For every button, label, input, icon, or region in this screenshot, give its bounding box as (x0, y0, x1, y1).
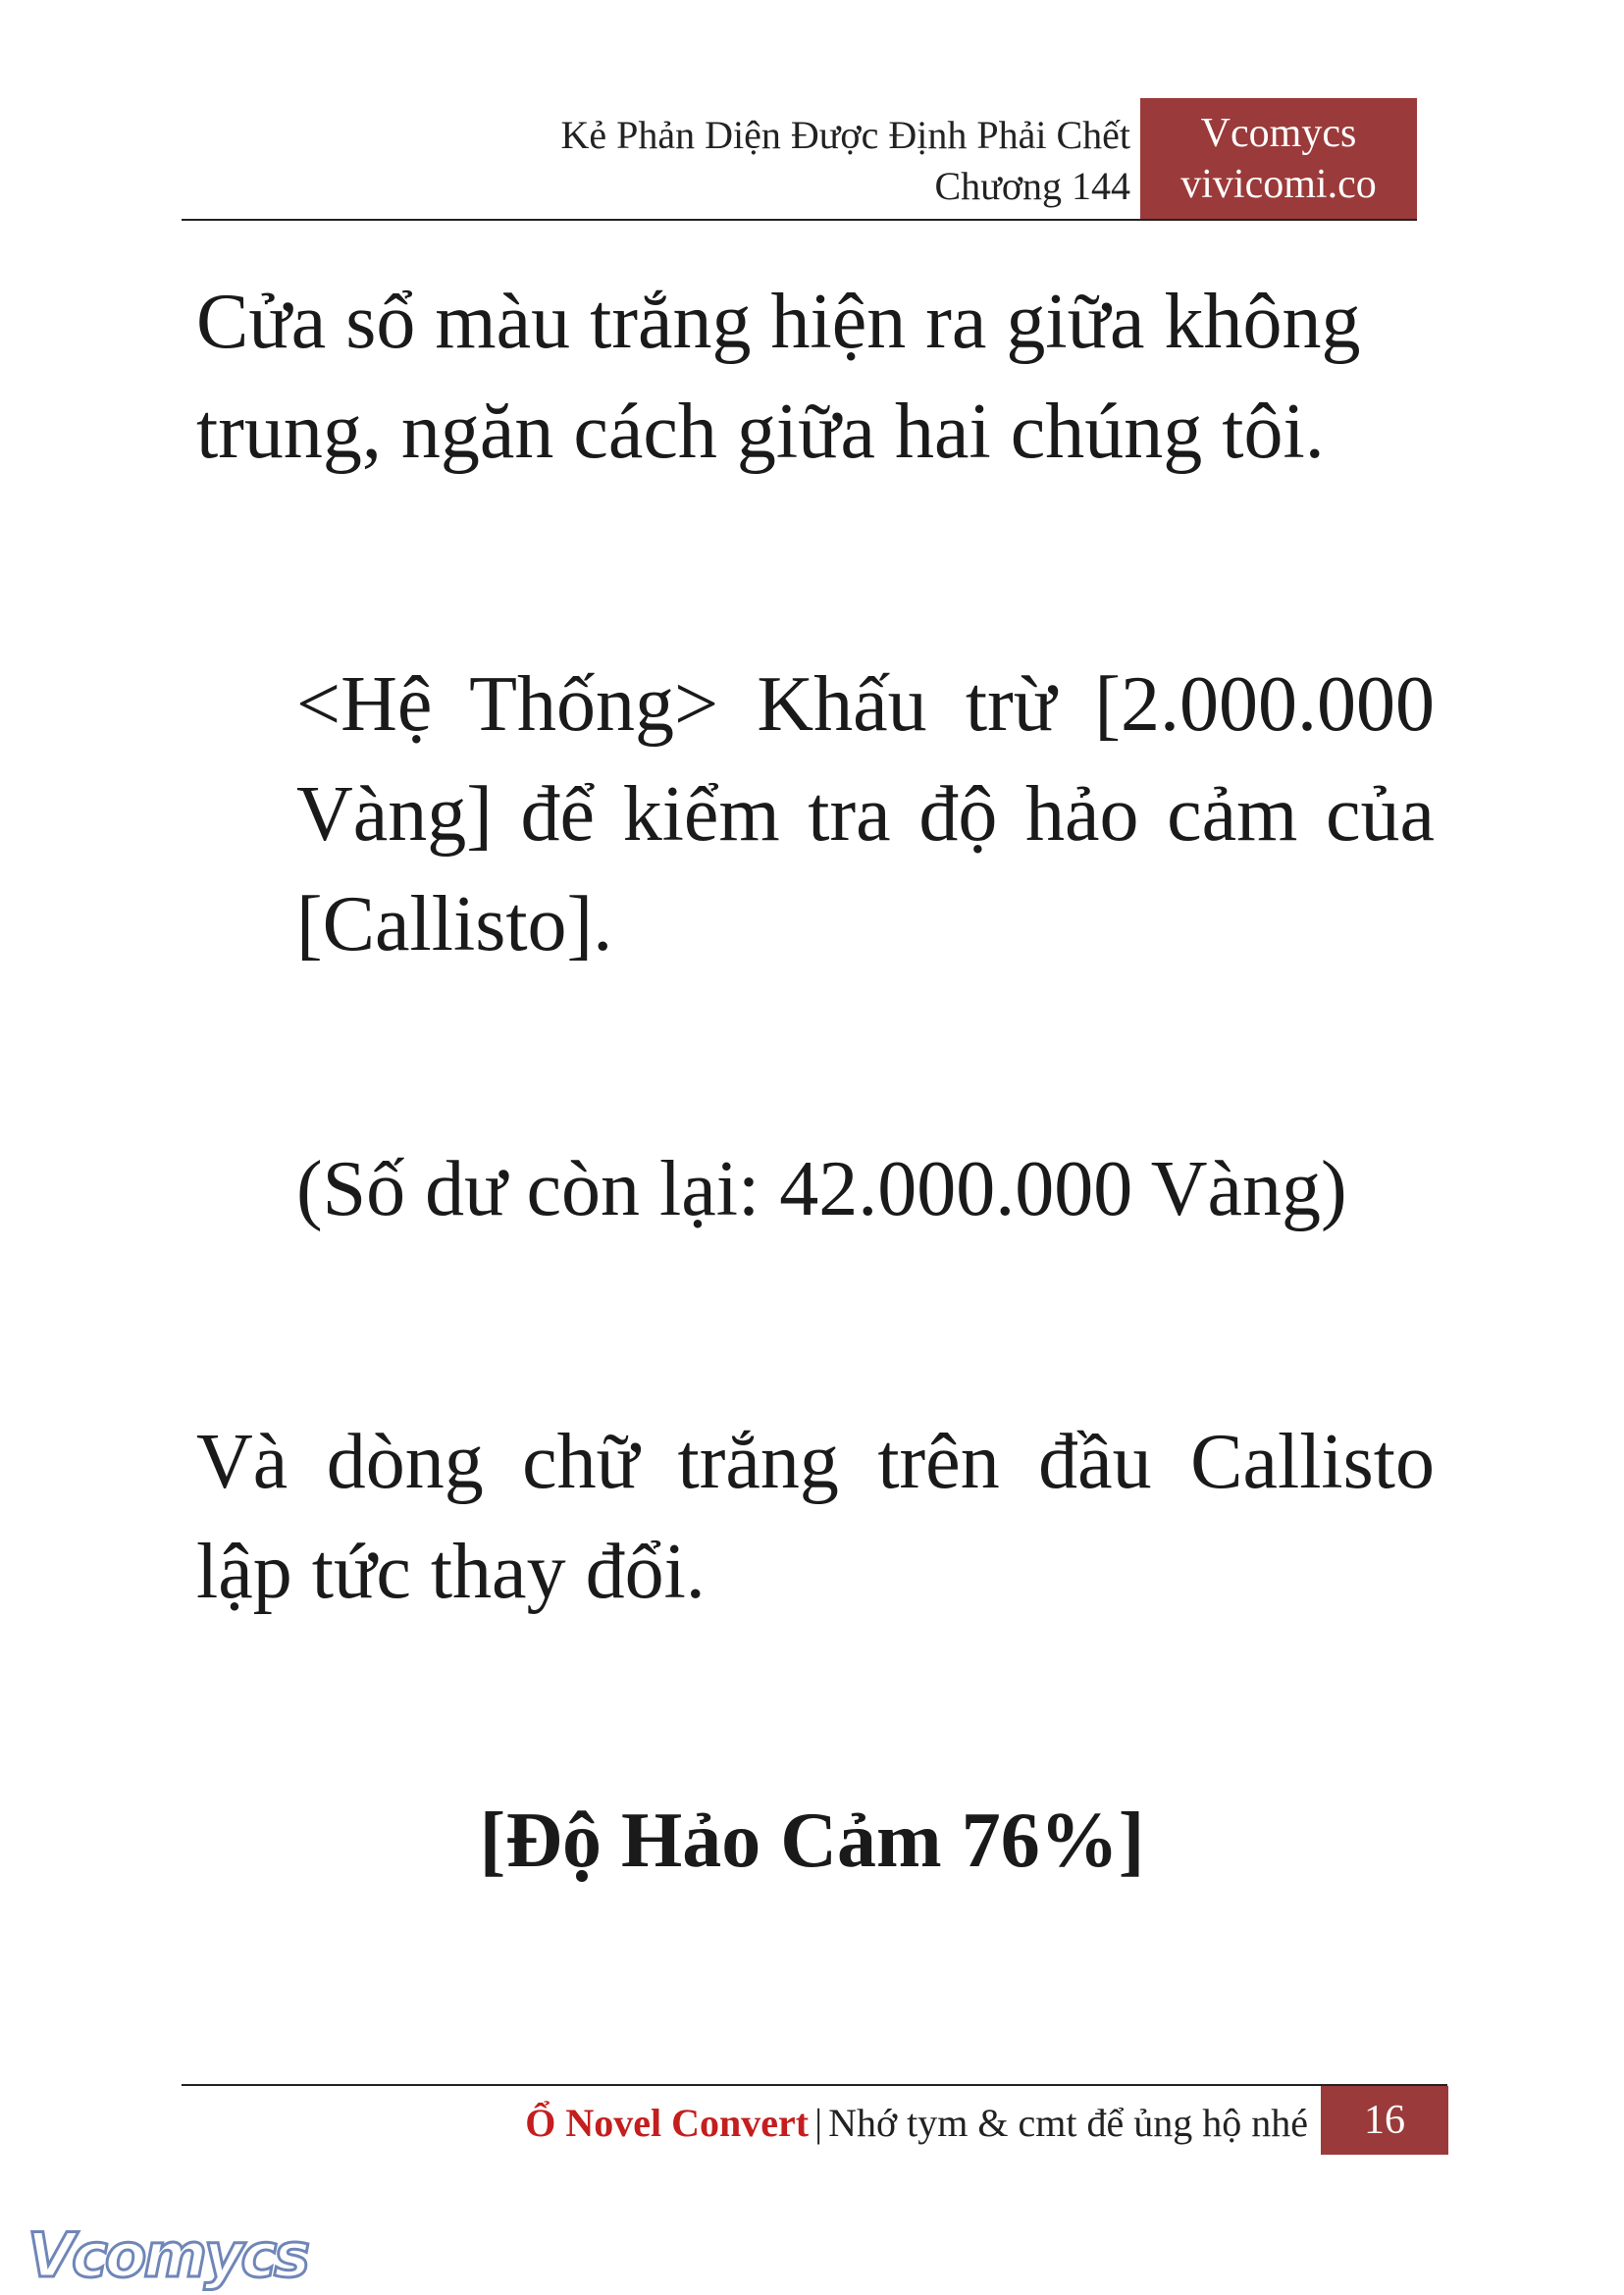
page-number: 16 (1321, 2086, 1448, 2155)
header-title (444, 110, 1130, 212)
book-title: Kẻ Phản Diện Được Định Phải Chết (560, 113, 1130, 157)
affection-readout: [Độ Hảo Cảm 76%] (479, 1798, 1145, 1884)
footer-note: Nhớ tym & cmt để ủng hộ nhé (828, 2101, 1308, 2145)
header-divider (182, 219, 1417, 221)
paragraph-system-message: <Hệ Thống> Khấu trừ [2.000.000 Vàng] để kiểm tra độ hảo cảm của [Callisto]. (296, 661, 1435, 967)
site-badge-name: Vcomycs (1200, 111, 1357, 156)
paragraph-1: Cửa sổ màu trắng hiện ra giữa không trung, ngăn cách giữa hai chúng tôi. (196, 279, 1361, 475)
site-badge-url: vivicomi.co (1180, 162, 1377, 207)
footer-separator: | (814, 2101, 823, 2145)
site-badge (1140, 98, 1417, 220)
footer-brand: Ổ Novel Convert (525, 2101, 810, 2145)
chapter-label: Chương 144 (934, 164, 1130, 208)
footer-text (525, 2096, 1308, 2151)
footer-divider (182, 2084, 1447, 2086)
paragraph-balance: (Số dư còn lại: 42.000.000 Vàng) (296, 1146, 1347, 1232)
watermark-logo: Vcomycs (27, 2219, 308, 2291)
paragraph-4: Và dòng chữ trắng trên đầu Callisto lập tức thay đổi. (196, 1419, 1435, 1615)
